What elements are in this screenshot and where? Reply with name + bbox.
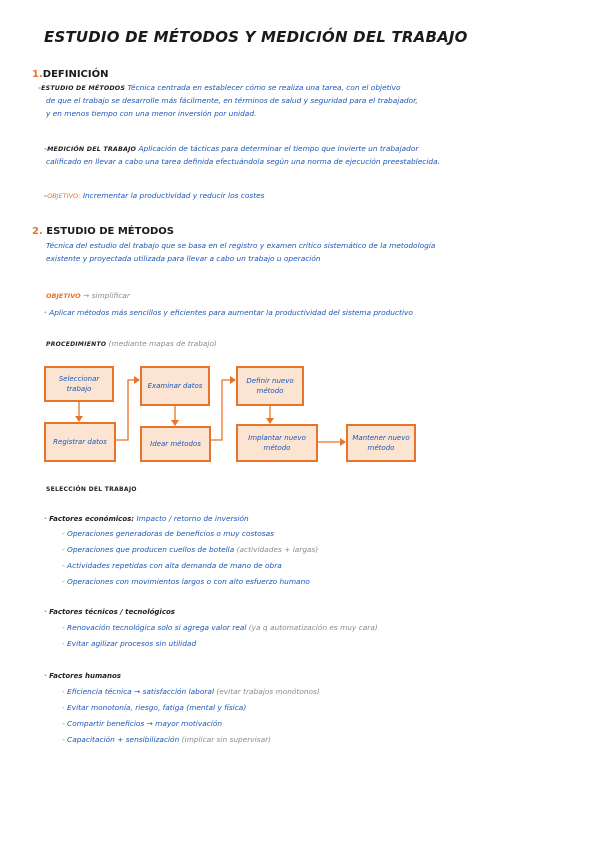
group-tecnicos (44, 606, 175, 619)
dot-bullet: · (44, 607, 47, 616)
section-2-number: 2. (32, 226, 43, 237)
item-note: (ya q automatización es muy cara) (248, 623, 378, 632)
dash-bullet: - (62, 639, 68, 648)
item-text: Operaciones con movimientos largos o con alto esfuerzo humano (67, 577, 310, 586)
dot-bullet: · (44, 514, 47, 523)
seleccion-heading: SELECCIÓN DEL TRABAJO (46, 486, 137, 493)
sec2-line-2: existente y proyectada utilizada para llevar a cabo un trabajo u operación (46, 254, 321, 263)
flow-box-registrar: Registrar datos (44, 422, 116, 462)
def2-line-1: Aplicación de tácticas para determinar el tiempo que invierte un trabajador (138, 144, 419, 153)
group-2-label: Factores técnicos / tecnológicos (49, 608, 175, 616)
sec2-line-1: Técnica del estudio del trabajo que se basa en el registro y examen crítico sistemático de la metodología (46, 241, 436, 250)
group-economicos (44, 513, 249, 526)
proc-label: PROCEDIMIENTO (46, 341, 107, 348)
def2-label: MEDICIÓN DEL TRABAJO (47, 146, 137, 153)
item-text: Capacitación + sensibilización (67, 735, 180, 744)
dash-bullet: - (62, 577, 68, 586)
dash-bullet: - (62, 687, 68, 696)
page-title: ESTUDIO DE MÉTODOS Y MEDICIÓN DEL TRABAJO (44, 28, 468, 46)
list-item (62, 718, 222, 731)
dash-bullet: - (62, 561, 68, 570)
item-note: (evitar trabajos monótonos) (216, 687, 320, 696)
group-3-label: Factores humanos (49, 672, 121, 680)
section-2-title: ESTUDIO DE MÉTODOS (46, 226, 174, 237)
arrow-icon: → (83, 291, 90, 300)
item-text: Actividades repetidas con alta demanda de mano de obra (67, 561, 282, 570)
item-text: Operaciones que producen cuellos de botella (67, 545, 235, 554)
dash-bullet: - (62, 735, 68, 744)
item-note: (implicar sin supervisar) (181, 735, 272, 744)
item-text: Operaciones generadoras de beneficios o muy costosas (67, 529, 274, 538)
dot-bullet: · (44, 671, 47, 680)
list-item (62, 528, 274, 541)
section-1-title: DEFINICIÓN (42, 69, 109, 80)
dash-bullet: - (62, 719, 68, 728)
flow-box-examinar: Examinar datos (140, 366, 210, 406)
proc-note: (mediante mapas de trabajo) (108, 339, 217, 348)
def1-line-2: de que el trabajo se desarrolle más fácilmente, en términos de salud y seguridad para el trabajador, (46, 96, 418, 105)
section-1-number: 1. (32, 69, 43, 80)
list-item (62, 734, 271, 747)
def1-label: ESTUDIO DE MÉTODOS (41, 85, 126, 92)
dash-bullet: - (38, 83, 42, 92)
group-humanos (44, 670, 121, 683)
item-note: (actividades + largas) (236, 545, 319, 554)
def1-line-1: Técnica centrada en establecer cómo se realiza una tarea, con el objetivo (127, 83, 401, 92)
def2-line-2: calificado en llevar a cabo una tarea definida efectuándola según una norma de ejecución preestablecida. (46, 157, 440, 166)
dash-bullet: - (44, 144, 48, 153)
flow-box-idear: Idear métodos (140, 426, 211, 462)
list-item (62, 638, 196, 651)
obj1-label: OBJETIVO: (47, 192, 81, 200)
item-text: Eficiencia técnica → satisfacción laboral (67, 687, 215, 696)
list-item (62, 560, 282, 573)
dash-bullet: - (62, 623, 68, 632)
item-text: Evitar agilizar procesos sin utilidad (67, 639, 197, 648)
arrow-idear-definir (211, 380, 235, 440)
dash-bullet: - (62, 703, 68, 712)
list-item (62, 576, 310, 589)
item-text: Compartir beneficios → mayor motivación (67, 719, 223, 728)
list-item (62, 686, 320, 699)
dash-bullet: - (44, 191, 48, 200)
obj2-value: simplificar (91, 291, 130, 300)
list-item (62, 544, 318, 557)
arrow-registrar-examinar (116, 380, 139, 440)
obj2-label: OBJETIVO (46, 292, 81, 300)
dash-bullet: - (62, 529, 68, 538)
list-item (62, 622, 378, 635)
group-1-label: Factores económicos: (49, 515, 135, 523)
flow-box-seleccionar: Seleccionar trabajo (44, 366, 114, 402)
flow-box-mantener: Mantener nuevo método (346, 424, 416, 462)
flow-box-implantar: Implantar nuevo método (236, 424, 318, 462)
dot-bullet: · (44, 308, 47, 317)
list-item (62, 702, 246, 715)
group-1-suffix: Impacto / retorno de inversión (136, 514, 249, 523)
item-text: Evitar monotonía, riesgo, fatiga (mental y física) (67, 703, 247, 712)
obj2-line-text: Aplicar métodos más sencillos y eficientes para aumentar la productividad del sistema productivo (49, 308, 413, 317)
dash-bullet: - (62, 545, 68, 554)
def1-line-3: y en menos tiempo con una menor inversión por unidad. (46, 109, 257, 118)
obj1-text: Incrementar la productividad y reducir los costes (82, 191, 265, 200)
item-text: Renovación tecnológica solo si agrega valor real (67, 623, 247, 632)
flow-box-definir: Definir nuevo método (236, 366, 304, 406)
